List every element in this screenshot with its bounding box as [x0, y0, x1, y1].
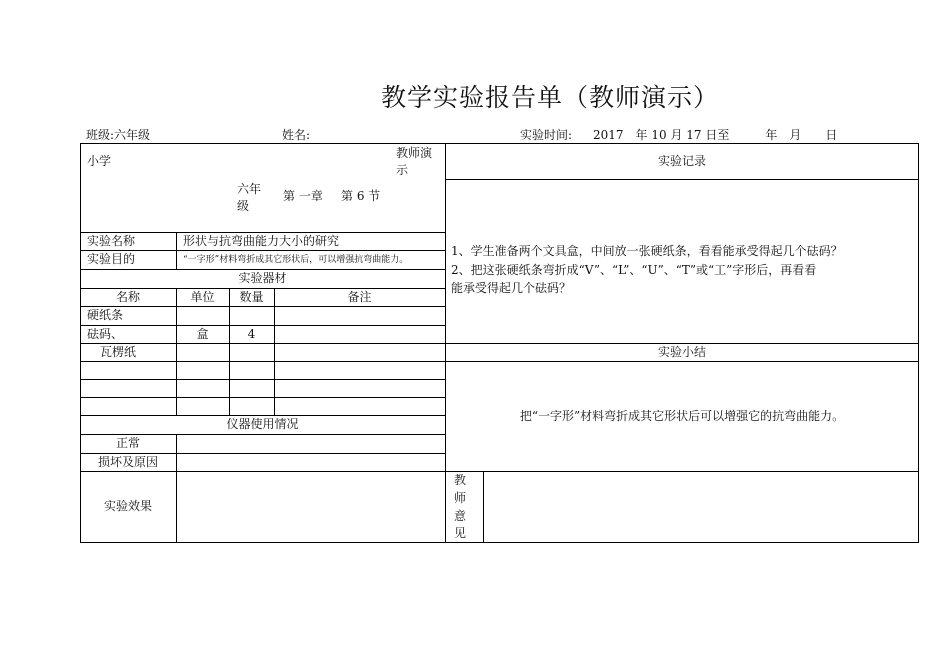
report-table — [80, 143, 919, 543]
experiment-purpose-label: 实验目的 — [87, 252, 136, 266]
material-row-name: 硬纸条 — [87, 308, 124, 322]
instrument-heading: 仪器使用情况 — [226, 417, 299, 431]
class-label: 班级:六年级 — [86, 128, 151, 142]
record-line-2: 2、把这张硬纸条弯折成“V”、“L”、“U”、“T”或“工”字形后，再看看 — [451, 263, 817, 277]
section-label: 第 6 节 — [341, 189, 381, 203]
experiment-name-label: 实验名称 — [87, 234, 136, 248]
time-label: 实验时间: — [520, 128, 573, 142]
time-value: 2017 年 10 月 17 日至 年 月 日 — [593, 128, 838, 142]
teacher-opinion-char: 教 — [454, 473, 467, 487]
summary-heading: 实验小结 — [657, 345, 706, 359]
page-title: 教学实验报告单（教师演示） — [380, 83, 719, 112]
material-row-name: 砝码、 — [87, 327, 124, 341]
record-heading: 实验记录 — [657, 154, 706, 168]
material-row-qty: 4 — [247, 327, 256, 341]
material-row-unit: 盒 — [196, 327, 209, 341]
name-label: 姓名: — [282, 128, 311, 142]
record-line-3: 能承受得起几个砝码？ — [451, 281, 572, 295]
teacher-opinion-char: 见 — [454, 526, 467, 540]
demo-type-label: 教师演示 — [396, 146, 433, 177]
materials-col-note: 备注 — [347, 290, 372, 304]
effect-label: 实验效果 — [103, 499, 152, 513]
experiment-purpose-value: “一字形”材料弯折成其它形状后，可以增强抗弯曲能力。 — [183, 255, 409, 265]
instrument-damage-label: 损坏及原因 — [97, 455, 158, 469]
materials-col-qty: 数量 — [239, 290, 264, 304]
grade-label: 六年级 — [237, 182, 262, 213]
chapter-label: 第 一章 — [283, 189, 323, 203]
instrument-normal-label: 正常 — [115, 436, 140, 450]
materials-heading: 实验器材 — [238, 271, 287, 285]
teacher-opinion-char: 意 — [454, 509, 467, 523]
teacher-opinion-char: 师 — [454, 491, 467, 505]
materials-col-unit: 单位 — [190, 290, 215, 304]
materials-col-name: 名称 — [115, 290, 140, 304]
material-row-name: 瓦楞纸 — [100, 345, 137, 359]
school-label: 小学 — [87, 154, 112, 168]
experiment-name-value: 形状与抗弯曲能力大小的研究 — [183, 234, 340, 248]
summary-text: 把“一字形”材料弯折成其它形状后可以增强它的抗弯曲能力。 — [519, 409, 845, 423]
record-line-1: 1、学生准备两个文具盒，中间放一张硬纸条，看看能承受得起几个砝码？ — [451, 244, 843, 258]
